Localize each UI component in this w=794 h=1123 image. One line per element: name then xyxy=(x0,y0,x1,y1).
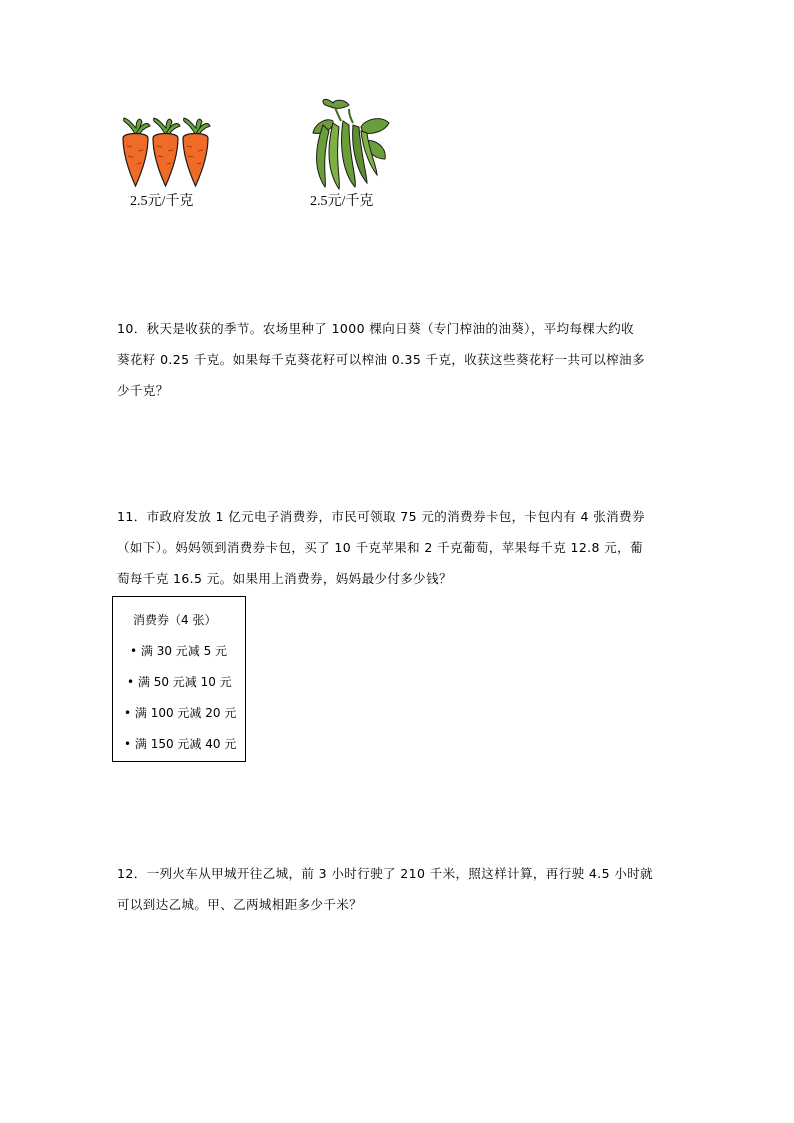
green-bean-price: 2.5元/千克 xyxy=(310,194,374,209)
question-10-line: 少千克？ xyxy=(117,383,169,398)
question-12-line: 可以到达乙城。甲、乙两城相距多少千米？ xyxy=(117,897,363,912)
question-12 xyxy=(117,858,677,920)
coupon-item: • 满 100 元减 20 元 xyxy=(124,706,237,720)
coupon-item: • 满 30 元减 5 元 xyxy=(130,644,228,658)
question-11 xyxy=(117,501,677,594)
question-11-line: （如下）。妈妈领到消费券卡包，买了 10 千克苹果和 2 千克葡萄，苹果每千克 12.8 元，葡 xyxy=(117,540,643,555)
question-10-line: 葵花籽 0.25 千克。如果每千克葵花籽可以榨油 0.35 千克，收获这些葵花籽一共可以榨油多 xyxy=(117,352,645,367)
coupon-item: • 满 50 元减 10 元 xyxy=(127,675,232,689)
carrot-price: 2.5元/千克 xyxy=(130,194,194,209)
question-12-line: 12．一列火车从甲城开往乙城，前 3 小时行驶了 210 千米，照这样计算，再行驶 4.5 小时就 xyxy=(117,866,654,881)
question-10-line: 10．秋天是收获的季节。农场里种了 1000 棵向日葵（专门榨油的油葵），平均每棵大约收 xyxy=(117,321,635,336)
green-bean-icon xyxy=(305,97,393,193)
coupon-box xyxy=(112,596,246,762)
question-11-line: 11．市政府发放 1 亿元电子消费券，市民可领取 75 元的消费券卡包，卡包内有 4 张消费券 xyxy=(117,509,645,524)
coupon-title: 消费券（4 张） xyxy=(133,613,217,627)
coupon-item: • 满 150 元减 40 元 xyxy=(124,737,237,751)
question-10 xyxy=(117,313,677,406)
carrot-icon xyxy=(118,116,214,188)
question-11-line: 萄每千克 16.5 元。如果用上消费券，妈妈最少付多少钱？ xyxy=(117,571,452,586)
carrot-image xyxy=(118,116,214,188)
green-bean-image xyxy=(305,97,393,193)
